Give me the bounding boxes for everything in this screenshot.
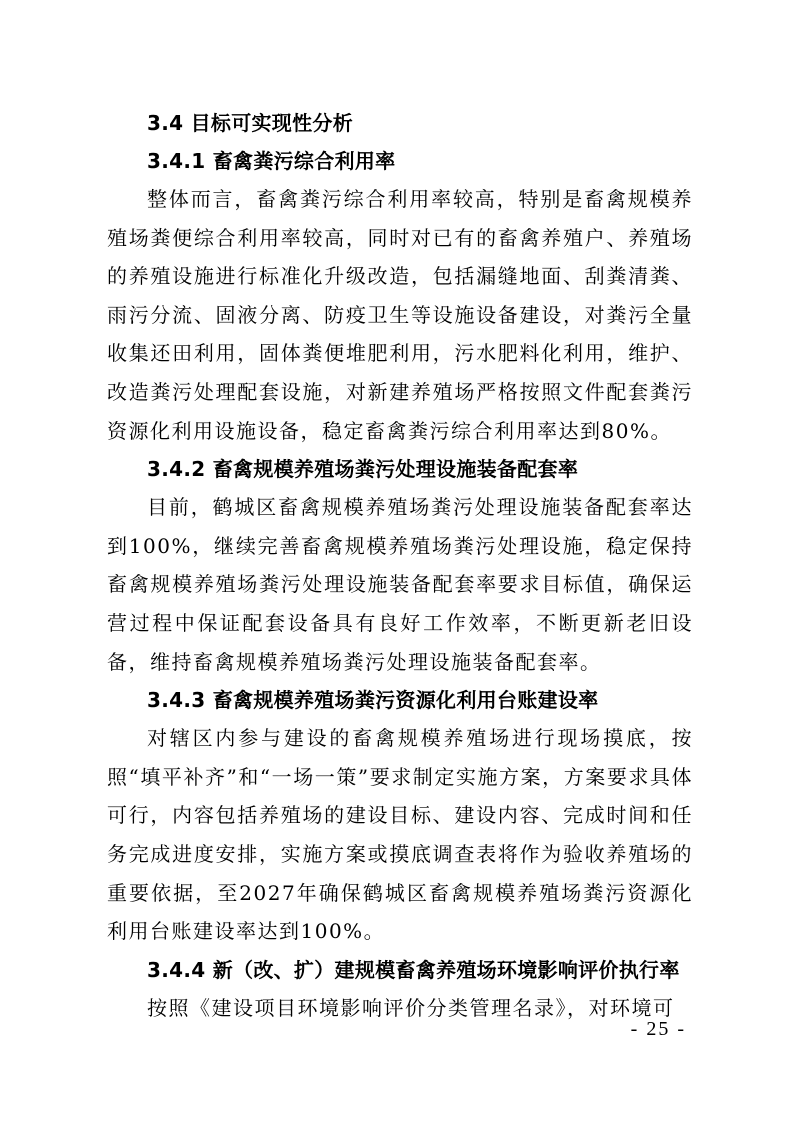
section-body-3-4-1: 整体而言，畜禽粪污综合利用率较高，特别是畜禽规模养殖场粪便综合利用率较高，同时对已有的畜禽养殖户、养殖场的养殖设施进行标准化升级改造，包括漏缝地面、刮粪清粪、雨污分流、固液分离、防疫卫生等设施设备建设，对粪污全量收集还田利用，固体粪便堆肥利用，污水肥料化利用，维护、改造粪污处理配套设施，对新建养殖场严格按照文件配套粪污资源化利用设施设备，稳定畜禽粪污综合利用率达到80%。 <box>107 187 693 443</box>
section-heading-3-4-2 <box>107 450 693 488</box>
section-body-3-4-2: 目前，鹤城区畜禽规模养殖场粪污处理设施装备配套率达到100%，继续完善畜禽规模养殖场粪污处理设施，稳定保持畜禽规模养殖场粪污处理设施装备配套率要求目标值，确保运营过程中保证配套设备具有良好工作效率，不断更新老旧设备，维持畜禽规模养殖场粪污处理设施装备配套率。 <box>107 495 693 674</box>
section-number: 3.4.2 <box>147 457 206 482</box>
section-body-3-4-4: 按照《建设项目环境影响评价分类管理名录》，对环境可 <box>147 995 675 1020</box>
section-heading-3-4-3 <box>107 681 693 719</box>
section-heading-3-4-4 <box>107 951 693 989</box>
page-number: - 25 - <box>630 1018 686 1040</box>
section-heading-3-4-1 <box>107 142 693 180</box>
section-title: 新（改、扩）建规模畜禽养殖场环境影响评价执行率 <box>212 957 680 982</box>
section-title: 畜禽规模养殖场粪污处理设施装备配套率 <box>212 457 579 482</box>
section-body-3-4-3: 对辖区内参与建设的畜禽规模养殖场进行现场摸底，按照“填平补齐”和“一场一策”要求制定实施方案，方案要求具体可行，内容包括养殖场的建设目标、建设内容、完成时间和任务完成进度安排，实施方案或摸底调查表将作为验收养殖场的重要依据，至2027年确保鹤城区畜禽规模养殖场粪污资源化利用台账建设率达到100%。 <box>107 726 693 944</box>
section-heading-3-4 <box>107 104 693 142</box>
section-number: 3.4.3 <box>147 688 206 713</box>
page-content <box>107 104 693 1027</box>
section-number: 3.4.1 <box>147 149 206 173</box>
section-number: 3.4.4 <box>147 957 206 982</box>
section-number: 3.4 <box>147 111 184 135</box>
section-title: 畜禽粪污综合利用率 <box>212 149 396 173</box>
section-title: 目标可实现性分析 <box>190 111 354 135</box>
section-title: 畜禽规模养殖场粪污资源化利用台账建设率 <box>212 688 599 713</box>
